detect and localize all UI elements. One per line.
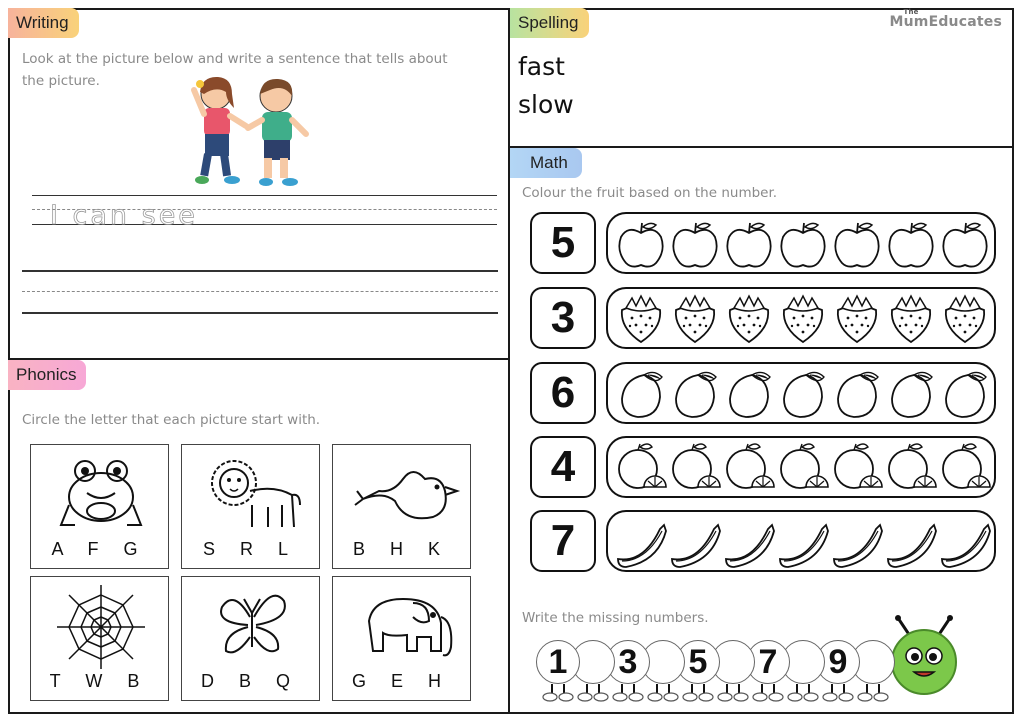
fruit-row: [606, 287, 996, 349]
brand-logo-top: The: [903, 8, 919, 16]
banana-icon[interactable]: [938, 515, 992, 569]
fruit-row: [606, 436, 996, 498]
writing-top-line: [32, 195, 497, 196]
math-instruction: Colour the fruit based on the number.: [522, 185, 778, 201]
apple-icon[interactable]: [722, 217, 776, 271]
caterpillar-number: 7: [746, 640, 790, 684]
mango-icon[interactable]: [776, 367, 830, 421]
phonics-card-elephant: [332, 576, 471, 701]
strawberry-icon[interactable]: [938, 292, 992, 346]
strawberry-icon[interactable]: [884, 292, 938, 346]
apple-icon[interactable]: [938, 217, 992, 271]
elephant-icon: [333, 577, 472, 677]
lion-icon: [182, 445, 321, 545]
phonics-card-bird: [332, 444, 471, 569]
banana-icon[interactable]: [668, 515, 722, 569]
mango-icon[interactable]: [938, 367, 992, 421]
mango-icon[interactable]: [830, 367, 884, 421]
strawberry-icon[interactable]: [722, 292, 776, 346]
brand-logo-name: MumEducates: [889, 14, 1002, 30]
phonics-panel: [8, 360, 510, 714]
number-box: 3: [530, 287, 596, 349]
apple-icon[interactable]: [668, 217, 722, 271]
strawberry-icon[interactable]: [830, 292, 884, 346]
fruit-row: [606, 362, 996, 424]
caterpillar-feet-icon: [575, 684, 611, 708]
orange-icon[interactable]: [884, 441, 938, 495]
caterpillar-feet-icon: [645, 684, 681, 708]
apple-icon[interactable]: [776, 217, 830, 271]
mango-icon[interactable]: [884, 367, 938, 421]
number-box: 5: [530, 212, 596, 274]
strawberry-icon[interactable]: [668, 292, 722, 346]
trace-sentence[interactable]: I can see: [50, 200, 198, 231]
strawberry-icon[interactable]: [776, 292, 830, 346]
caterpillar-feet-icon: [785, 684, 821, 708]
caterpillar-feet-icon: [820, 684, 856, 708]
orange-icon[interactable]: [722, 441, 776, 495]
missing-numbers-instruction: Write the missing numbers.: [522, 610, 709, 626]
butterfly-icon: [182, 577, 321, 677]
answer-base-line[interactable]: [22, 312, 498, 314]
spider-web-icon: [31, 577, 170, 677]
caterpillar-number: 9: [816, 640, 860, 684]
spelling-word-fast: fast: [518, 52, 565, 81]
card-letters[interactable]: S R L: [202, 539, 299, 559]
phonics-instruction: Circle the letter that each picture start with.: [22, 412, 321, 428]
mango-icon[interactable]: [722, 367, 776, 421]
phonics-card-butterfly: [181, 576, 320, 701]
children-walking-image: [180, 70, 320, 192]
fruit-row: [606, 212, 996, 274]
spelling-word-slow: slow: [518, 90, 574, 119]
number-box: 4: [530, 436, 596, 498]
caterpillar-feet-icon: [750, 684, 786, 708]
apple-icon[interactable]: [614, 217, 668, 271]
caterpillar-feet-icon: [715, 684, 751, 708]
caterpillar-number: 1: [536, 640, 580, 684]
orange-icon[interactable]: [668, 441, 722, 495]
frog-icon: [31, 445, 170, 545]
apple-icon[interactable]: [884, 217, 938, 271]
answer-mid-line: [22, 291, 498, 292]
math-panel: [510, 148, 1014, 714]
caterpillar-number: 3: [606, 640, 650, 684]
spelling-panel: [510, 8, 1014, 148]
mango-icon[interactable]: [668, 367, 722, 421]
caterpillar-number: 5: [676, 640, 720, 684]
caterpillar-feet-icon: [540, 684, 576, 708]
orange-icon[interactable]: [776, 441, 830, 495]
caterpillar-head-icon: [882, 614, 966, 698]
bird-icon: [333, 445, 472, 545]
phonics-card-lion: [181, 444, 320, 569]
banana-icon[interactable]: [830, 515, 884, 569]
orange-icon[interactable]: [830, 441, 884, 495]
banana-icon[interactable]: [722, 515, 776, 569]
writing-instruction: Look at the picture below and write a sentence that tells about the picture.: [22, 51, 448, 89]
card-letters[interactable]: A F G: [51, 539, 148, 559]
card-letters[interactable]: D B Q: [200, 671, 300, 691]
fruit-row: [606, 510, 996, 572]
card-letters[interactable]: B H K: [352, 539, 450, 559]
caterpillar-feet-icon: [610, 684, 646, 708]
orange-icon[interactable]: [614, 441, 668, 495]
answer-top-line[interactable]: [22, 270, 498, 272]
number-box: 6: [530, 362, 596, 424]
card-letters[interactable]: G E H: [351, 671, 451, 691]
strawberry-icon[interactable]: [614, 292, 668, 346]
phonics-card-frog: [30, 444, 169, 569]
banana-icon[interactable]: [884, 515, 938, 569]
apple-icon[interactable]: [830, 217, 884, 271]
caterpillar-feet-icon: [680, 684, 716, 708]
writing-panel: [8, 8, 510, 360]
number-box: 7: [530, 510, 596, 572]
orange-icon[interactable]: [938, 441, 992, 495]
brand-logo: [889, 8, 1002, 30]
mango-icon[interactable]: [614, 367, 668, 421]
math-tag: Math: [510, 148, 582, 178]
spelling-tag: Spelling: [510, 8, 589, 38]
phonics-card-spider-web: [30, 576, 169, 701]
banana-icon[interactable]: [776, 515, 830, 569]
writing-tag: Writing: [8, 8, 79, 38]
card-letters[interactable]: T W B: [49, 671, 150, 691]
banana-icon[interactable]: [614, 515, 668, 569]
phonics-tag: Phonics: [8, 360, 86, 390]
